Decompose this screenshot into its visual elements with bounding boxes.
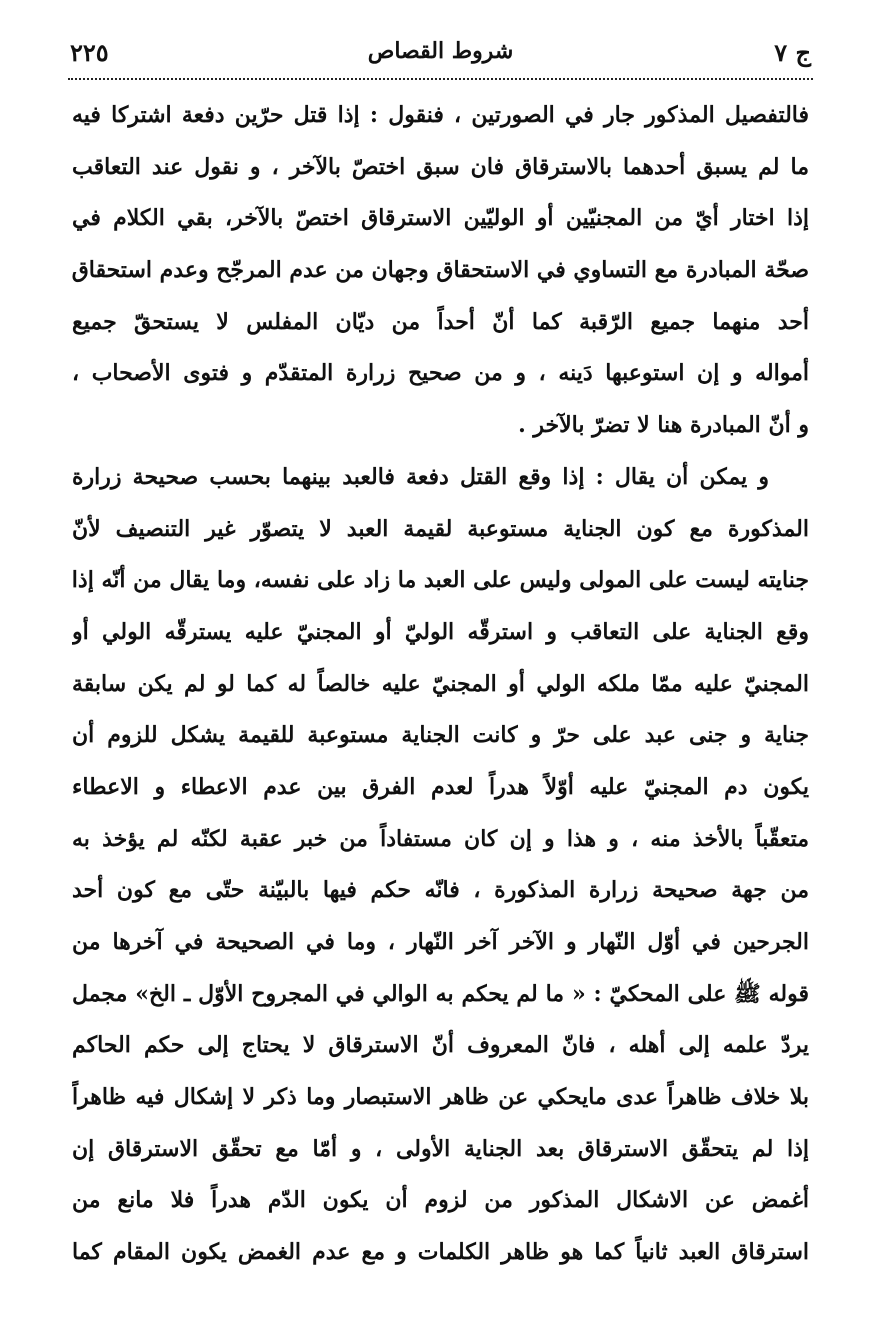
body-text <box>72 90 809 1279</box>
text-line: بلا خلاف ظاهراً عدى مايحكي عن ظاهر الاستبصار وما ذكر لا إشكال فيه ظاهراً <box>72 1084 809 1111</box>
text-line: صحّة المبادرة مع التساوي في الاستحقاق وجهان من عدم المرجّح وعدم استحقاق <box>72 257 809 284</box>
text-line: أحد منهما جميع الرّقبة كما أنّ أحداً من ديّان المفلس لا يستحقّ جميع <box>72 308 809 335</box>
text-line: جنايته ليست على المولى وليس على العبد ما زاد على نفسه، وما يقال من أنّه إذا <box>72 567 809 594</box>
text-line: جناية و جنى عبد على حرّ و كانت الجناية مستوعبة للقيمة يشكل للزوم أن <box>72 722 809 749</box>
running-header <box>70 30 811 82</box>
text-line: فالتفصيل المذكور جار في الصورتين ، فنقول : إذا قتل حرّين دفعة اشتركا فيه <box>72 102 809 128</box>
chapter-title: شروط القصاص <box>367 38 514 64</box>
text-line: استرقاق العبد ثانياً كما هو ظاهر الكلمات و مع عدم الغمض يكون المقام كما <box>72 1239 809 1266</box>
text-line: المجنيّ عليه ممّا ملكه الولي أو المجنيّ عليه خالصاً له كما لو لم يكن سابقة <box>72 670 809 697</box>
text-line: متعقّباً بالأخذ منه ، و هذا و إن كان مستفاداً من خبر عقبة لكنّه لم يؤخذ به <box>72 825 809 852</box>
text-line: إذا اختار أيّ من المجنيّين أو الوليّين الاسترقاق اختصّ بالآخر، بقي الكلام في <box>72 205 809 232</box>
text-line: الجرحين في أوّل النّهار و الآخر آخر النّهار ، وما في الصحيحة في آخرها من <box>72 929 809 955</box>
text-line: أغمض عن الاشكال المذكور من لزوم أن يكون الدّم هدراً فلا مانع من <box>72 1187 809 1214</box>
text-line: و أنّ المبادرة هنا لا تضرّ بالآخر . <box>518 412 809 439</box>
text-line: إذا لم يتحقّق الاسترقاق بعد الجناية الأولى ، و أمّا مع تحقّق الاسترقاق إن <box>72 1135 809 1162</box>
header-divider <box>68 78 813 80</box>
page-number: ٢٢٥ <box>70 38 109 67</box>
text-line: يردّ علمه إلى أهله ، فانّ المعروف أنّ الاسترقاق لا يحتاج إلى حكم الحاكم <box>72 1032 809 1059</box>
text-line: يكون دم المجنيّ عليه أوّلاً هدراً لعدم الفرق بين عدم الاعطاء و الاعطاء <box>72 773 809 800</box>
text-line: وقع الجناية على التعاقب و استرقّه الوليّ أو المجنيّ عليه يسترقّه الولي أو <box>72 618 809 645</box>
text-line: أمواله و إن استوعبها دَينه ، و من صحيح زرارة المتقدّم و فتوى الأصحاب ، <box>72 360 809 387</box>
text-line: ما لم يسبق أحدهما بالاسترقاق فان سبق اختصّ بالآخر ، و نقول عند التعاقب <box>72 153 809 180</box>
text-line: من جهة صحيحة زرارة المذكورة ، فانّه حكم فيها بالبيّنة حتّى مع كون أحد <box>72 877 809 904</box>
text-line: قوله ﷺ على المحكيّ : « ما لم يحكم به الوالي في المجروح الأوّل ـ الخ» مجمل <box>72 980 809 1007</box>
text-line: المذكورة مع كون الجناية مستوعبة لقيمة العبد لا يتصوّر غير التنصيف لأنّ <box>72 515 809 542</box>
volume-label: ج ٧ <box>774 38 811 67</box>
text-line: و يمكن أن يقال : إذا وقع القتل دفعة فالعبد بينهما بحسب صحيحة زرارة <box>72 463 769 490</box>
